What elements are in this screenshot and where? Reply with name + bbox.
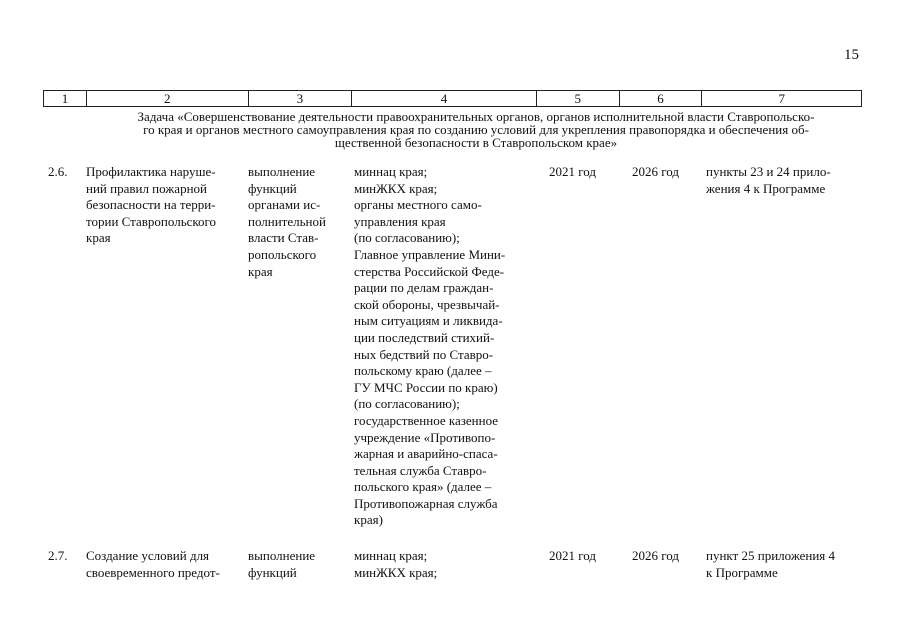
text-line: пункты 23 и 24 прило- xyxy=(706,164,831,179)
text-line: органами ис- xyxy=(248,197,321,213)
text-line: ской обороны, чрезвычай- xyxy=(354,296,500,312)
measure-name xyxy=(86,548,220,581)
text-line: Противопожарная служба xyxy=(354,495,498,511)
text-line: стерства Российской Феде- xyxy=(354,263,505,279)
text-line: управления края xyxy=(354,213,446,229)
row-number: 2.7. xyxy=(48,548,68,563)
header-cell-1: 1 xyxy=(44,91,87,106)
text-line: миннац края; xyxy=(354,164,428,179)
text-line: выполнение xyxy=(248,548,316,563)
header-cell-2: 2 xyxy=(87,91,249,106)
text-line: Создание условий для xyxy=(86,548,210,563)
start-year: 2021 год xyxy=(549,548,596,563)
text-line: ным ситуациям и ликвида- xyxy=(354,313,503,329)
header-cell-6: 6 xyxy=(620,91,703,106)
text-line: польского края» (далее – xyxy=(354,479,492,495)
program-reference xyxy=(706,164,831,197)
page-number: 15 xyxy=(844,47,859,63)
text-line: жарная и аварийно-спаса- xyxy=(354,446,498,462)
text-line: функций xyxy=(248,180,297,196)
text-line: государственное казенное xyxy=(354,412,499,428)
text-line: ропольского xyxy=(248,246,317,262)
text-line: минЖКХ края; xyxy=(354,180,438,196)
text-line: органы местного само- xyxy=(354,197,482,213)
text-line: польскому краю (далее – xyxy=(354,363,492,379)
table-header-row xyxy=(43,90,862,107)
text-line: ГУ МЧС России по краю) xyxy=(354,379,498,395)
text-line: края) xyxy=(354,512,383,528)
header-cell-5: 5 xyxy=(537,91,620,106)
text-line: рации по делам граждан- xyxy=(354,280,494,296)
task-line: Задача «Совершенствование деятельности правоохранительных органов, органов исполнительной власти Ставропольско- xyxy=(137,109,815,124)
header-cell-4: 4 xyxy=(352,91,537,106)
text-line: выполнение xyxy=(248,164,316,179)
measure-name xyxy=(86,164,216,247)
text-line: тории Ставропольского xyxy=(86,213,217,229)
text-line: учреждение «Противопо- xyxy=(354,429,496,445)
text-line: края xyxy=(248,263,273,279)
text-line: Профилактика наруше- xyxy=(86,164,216,179)
row-number: 2.6. xyxy=(48,164,68,179)
text-line: пункт 25 приложения 4 xyxy=(706,548,836,563)
header-cell-3: 3 xyxy=(249,91,353,106)
header-cell-7: 7 xyxy=(778,91,785,106)
text-line: к Программе xyxy=(706,564,778,580)
text-line: Главное управление Мини- xyxy=(354,246,506,262)
task-line: щественной безопасности в Ставропольском крае» xyxy=(334,135,618,150)
task-heading xyxy=(86,110,866,149)
implementation-form xyxy=(248,548,315,581)
text-line: власти Став- xyxy=(248,230,319,246)
text-line: тельная служба Ставро- xyxy=(354,462,487,478)
text-line: края xyxy=(86,230,111,246)
text-line: полнительной xyxy=(248,213,326,229)
text-line: ции последствий стихий- xyxy=(354,329,495,345)
start-year: 2021 год xyxy=(549,164,596,179)
text-line: безопасности на терри- xyxy=(86,197,216,213)
text-line: функций xyxy=(248,564,297,580)
text-line: (по согласованию); xyxy=(354,230,460,246)
task-line: го края и органов местного самоуправления края по созданию условий для укрепления правопорядка и обеспечения об- xyxy=(143,122,809,137)
end-year: 2026 год xyxy=(632,548,679,563)
end-year: 2026 год xyxy=(632,164,679,179)
text-line: (по согласованию); xyxy=(354,396,460,412)
program-reference xyxy=(706,548,835,581)
executors xyxy=(354,164,530,529)
implementation-form xyxy=(248,164,326,280)
text-line: минЖКХ края; xyxy=(354,564,438,580)
executors xyxy=(354,548,437,581)
text-line: миннац края; xyxy=(354,548,428,563)
text-line: ний правил пожарной xyxy=(86,180,207,196)
text-line: жения 4 к Программе xyxy=(706,180,826,196)
text-line: своевременного предот- xyxy=(86,564,220,580)
text-line: ных бедствий по Ставро- xyxy=(354,346,494,362)
